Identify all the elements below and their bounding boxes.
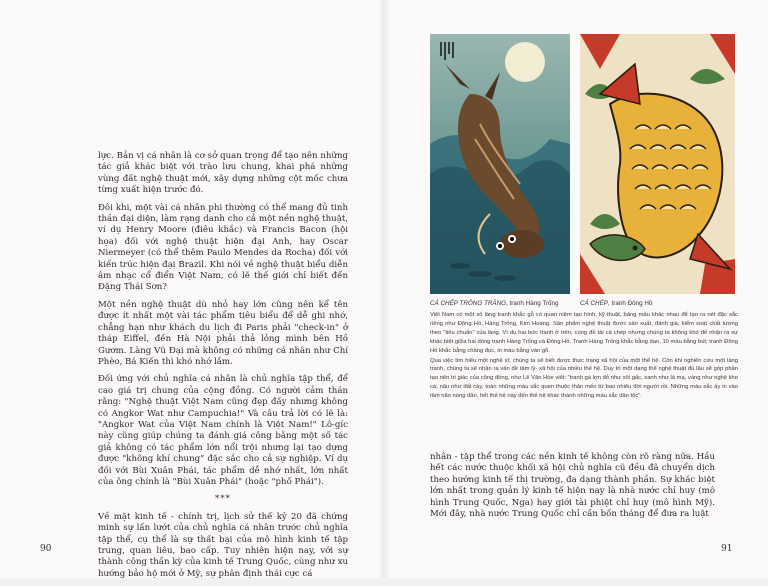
- hang-trong-carp-painting: [430, 34, 570, 294]
- caption-source: , tranh Đông Hồ: [608, 300, 653, 307]
- paragraph: nhân - tập thể trong các nền kinh tế không còn rõ ràng nữa. Hầu hết các nước thuộc khối xã hội chủ nghĩa cũ đều đã chuyển dịch theo hướng kinh tế thị trường, đa dạng thành phần. Sự khác biệt lớn nhất trong quản lý kinh tế hiện nay là nhà nước chỉ huy (mô hình Trung Quốc, Nga) hay giới tài phiệt chỉ huy (mô hình Mỹ). Mới đây, nhà nước Trung Quốc chỉ cần bốn tháng để đưa ra luật: [430, 452, 715, 520]
- hang-trong-carp-illustration: [430, 34, 570, 294]
- page-number-left: 90: [40, 544, 52, 554]
- caption-paragraph: Việt Nam có một số làng tranh khắc gỗ có quan niệm tạo hình, kỹ thuật, bảng màu khác nhau để tạo ra nét đặc sắc riêng như Đông Hồ, Hàng Trống, Kim Hoàng. Sản phẩm nghệ thuật được sản xuất, đánh giá, kiểm soát chất lượng theo "tiêu chuẩn" của làng. Ví dụ hai bức tranh ở trên, cùng đề tài cá chép nhưng chúng ta không khó để nhận ra sự khác biệt giữa hai dòng tranh Hàng Trống và Đông Hồ. Tranh Hàng Trống khắc bằng dao, 10 màu bằng bút; tranh Đông Hồ khắc bằng chàng đục, in màu bằng ván gỗ.: [430, 312, 738, 354]
- page-number-right: 91: [721, 544, 733, 554]
- left-page-text: [98, 151, 348, 586]
- book-gutter: [378, 0, 390, 578]
- paragraph: Đôi khi, một vài cá nhân phi thường có thể mang đủ tinh thần đại diện, làm rạng danh cho cả một nền nghệ thuật, ví dụ Henry Moore (điêu khắc) và Francis Bacon (hội họa) đối với nghệ thuật hiện đại Anh, hay Oscar Niermeyer (có thể thêm Paulo Mendes da Rocha) đối với kiến trúc hiện đại Brazil. Khi nói về nghệ thuật biểu diễn âm nhạc cổ điển Việt Nam, có lẽ thế giới chỉ biết đến Đặng Thái Sơn?: [98, 202, 348, 293]
- artwork-caption-2: [580, 300, 735, 307]
- caption-title: CÁ CHÉP TRÔNG TRĂNG: [430, 300, 507, 307]
- caption-paragraph: Qua việc tìm hiểu một nghệ sĩ, chúng ta sẽ biết được thực trạng xã hội của một thể hệ. Còn khi nghiên cứu một làng tranh, chúng ta sẽ nhận ra vấn đề tâm lý- xã hội của nhiều thế hệ. Duy trì một dạng thể nghệ thuật đủ lâu sẽ góp phần tạo nên tri giác của cộng đồng, như Lê Văn Hòe viết: "tranh gà lợn đỏ như xôi gấc, xanh như lá mạ, vàng như nghệ kho cá, nâu như đất cày, toàn những màu sắc quen thuộc thân mến từ bao nhiêu đời người rồi. Những màu sắc ấy in vào tâm não nòng dân, hết thế hệ này đến thế hệ khác thành những màu sắc dân tộc".: [430, 357, 738, 400]
- paragraph: lực. Bản vị cá nhân là cơ sở quan trọng để tạo nên những tác giả khác biệt với trào lưu chung, khai phá những vùng đất nghệ thuật mới, xây dựng những cột mốc chưa từng xuất hiện trước đó.: [98, 151, 348, 196]
- artwork-description: [430, 311, 738, 402]
- artwork-caption-1: [430, 300, 575, 307]
- paragraph: Một nền nghệ thuật dù nhỏ hay lớn cũng nên kể tên được ít nhất một vài tác phẩm tiêu biểu để dễ ghi nhớ, chẳng hạn như khách du lịch đi Paris phải "check-in" ở tháp Eiffel, đến Hà Nội phải thả lỏng mình bên Hồ Gươm. Làng Vũ Đại mà không có những cá nhân như Chí Phèo, Bá Kiến thì khó nhớ lắm.: [98, 299, 348, 367]
- right-page-text: [430, 452, 715, 526]
- moon: [505, 42, 545, 82]
- section-separator: ***: [215, 494, 231, 505]
- dong-ho-carp-print: [580, 34, 735, 294]
- paragraph: Về mặt kinh tế - chính trị, lịch sử thế kỷ 20 đã chứng minh sự lấn lướt của chủ nghĩa cá nhân trước chủ nghĩa tập thể, cụ thể là sự thất bại của mô hình kinh tế tập trung, quan liêu, bao cấp. Tuy nhiên hiện nay, với sự thành công thần kỳ của kinh tế Trung Quốc, cùng như xu hướng bảo hộ mới ở Mỹ, sự phân định thái cực cá: [98, 511, 348, 579]
- caption-source: , tranh Hàng Trống: [506, 300, 559, 307]
- dong-ho-carp-illustration: [580, 34, 735, 294]
- paragraph: Đối ứng với chủ nghĩa cá nhân là chủ nghĩa tập thể, để cao giá trị chung của cộng đồng. Có người cảm thán rằng: "Nghệ thuật Việt Nam cũng đẹp đấy nhưng không có Angkor Wat như Campuchia!" Và câu trả lời có lẽ là: "Angkor Wat của Việt Nam chính là Việt Nam!" Lô-gíc này cũng giúp chúng ta đánh giá công bằng một số tác giả không có tác phẩm lớn nổi trội nhưng lại tạo dựng được "không khí chung" đặc sắc cho cả sự nghiệp. Ví dụ đối với Bùi Xuân Phái, tác phẩm dễ nhớ nhất, lớn nhất của ông chính là "Bùi Xuân Phái" (hoặc "phố Phái").: [98, 374, 348, 487]
- caption-title: CÁ CHÉP: [580, 300, 608, 307]
